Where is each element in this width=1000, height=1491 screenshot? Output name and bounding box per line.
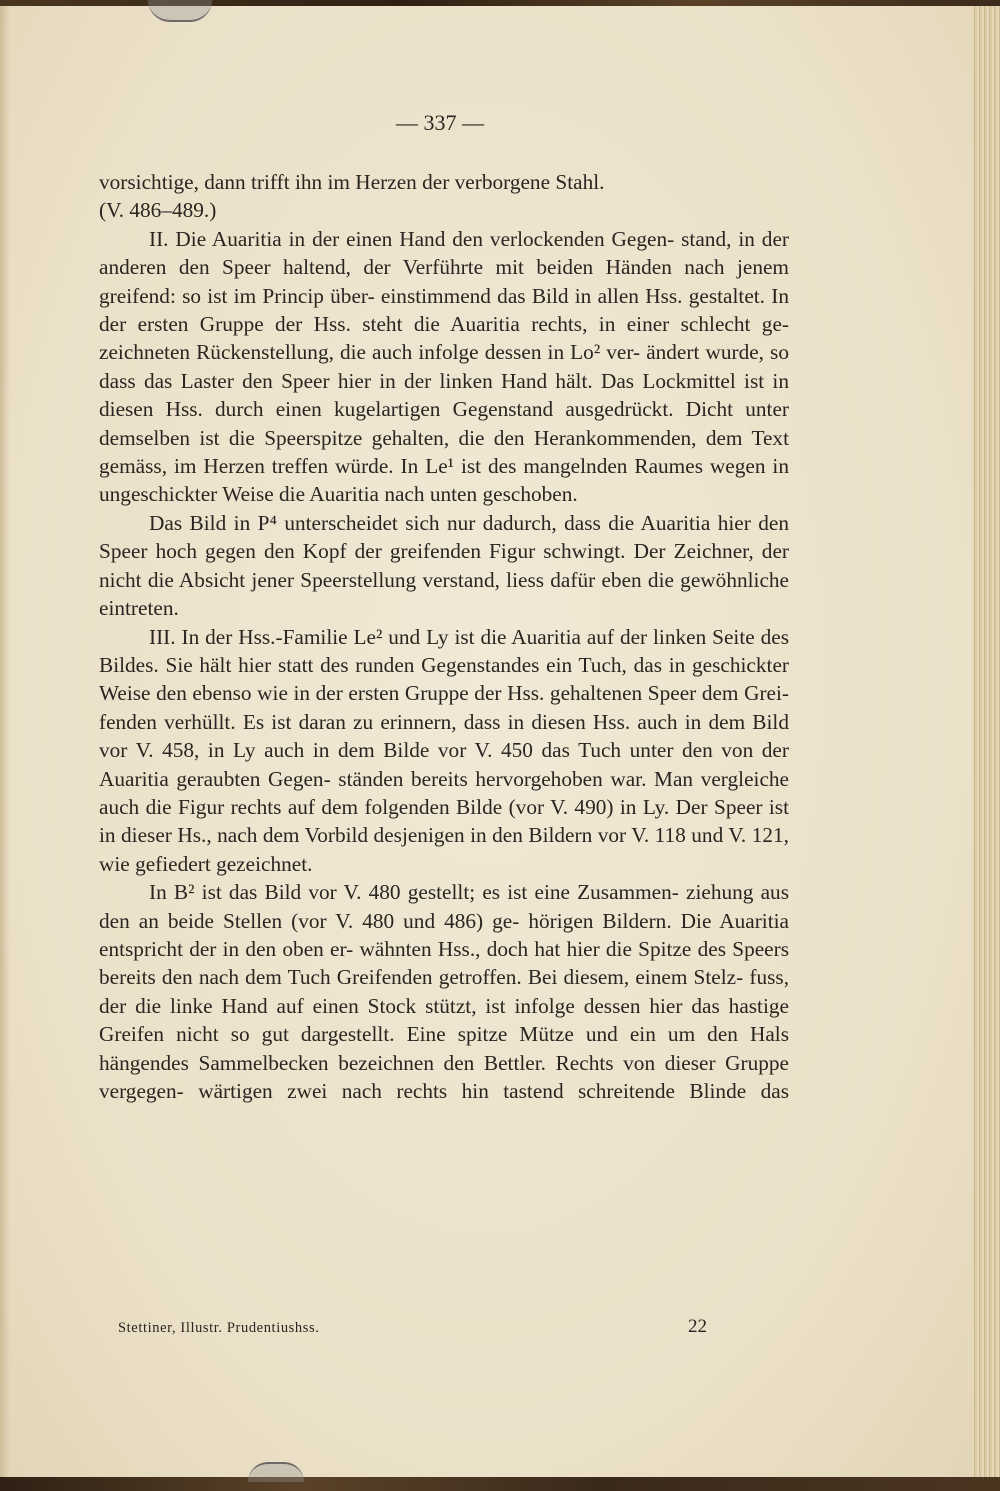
- clip-bottom-icon: [248, 1462, 304, 1482]
- text-line: Gegenstandes ein Tuch, das in geschickter Weise den ebenso: [99, 652, 789, 706]
- text-line: ändert wurde, so dass das Laster den Speer hier in der linken: [99, 340, 789, 393]
- text-line: Text gemäss, im Herzen treffen würde. In Le¹ ist des: [99, 425, 789, 479]
- paragraph: [99, 168, 789, 225]
- text-line: bezeichnen den Bettler. Rechts von dieser Gruppe vergegen-: [99, 1050, 790, 1103]
- text-line: (V. 486–489.): [99, 198, 217, 223]
- text-line: III. In der Hss.-Familie Le² und Ly ist die Auaritia auf: [149, 624, 615, 649]
- text-line: ständen bereits hervorgehoben war. Man vergleiche auch die: [99, 766, 789, 819]
- text-line: auch in dem Bild vor V. 458, in Ly auch in dem Bilde vor: [99, 709, 789, 763]
- text-line: nach dem Tuch Greifenden getroffen. Bei diesem, einem Stelz-: [198, 965, 744, 990]
- text-line: Speer ist in dieser Hs., nach dem Vorbild desjenigen in den Bildern: [99, 794, 790, 848]
- text-line: Figur rechts auf dem folgenden Bilde (vor V. 490) in Ly. Der: [178, 794, 708, 819]
- body-text: [99, 168, 789, 1105]
- text-line: spitze Mütze und ein um den Hals hängendes Sammelbecken: [99, 1022, 789, 1075]
- text-line: V. 450 das Tuch unter den von der Auaritia geraubten Gegen-: [99, 738, 789, 791]
- text-line: einstimmend das Bild in allen Hss. gestaltet. In der ersten: [99, 283, 789, 337]
- paragraph: [99, 509, 789, 623]
- text-line: wähnten Hss., doch hat hier die Spitze des Speers bereits den: [99, 936, 790, 990]
- text-line: Speerstellung verstand, liess dafür eben die gewöhnliche eintreten.: [99, 567, 789, 621]
- paragraph: [99, 623, 789, 879]
- text-line: Gruppe der Hss. steht die Auaritia rechts, in einer schlecht ge-: [199, 312, 789, 337]
- page-gutter-shadow: [0, 6, 10, 1478]
- text-line: beiden Händen nach jenem greifend: so ist im Princip über-: [99, 255, 789, 308]
- text-line: vor V. 118 und V. 121, wie gefiedert gezeichnet.: [99, 823, 790, 876]
- text-line: wärtigen zwei nach rechts hin tastend schreitende Blinde das: [198, 1079, 789, 1103]
- text-line: ziehung aus den an beide Stellen (vor V. 480 und 486) ge-: [99, 880, 789, 933]
- text-line: der linken Seite des Bildes. Sie hält hier statt des runden: [99, 624, 789, 677]
- text-line: stand, in der anderen den Speer haltend, der Verführte mit: [99, 226, 790, 280]
- signature-mark: 22: [688, 1316, 707, 1337]
- text-line: fenden verhüllt. Es ist daran zu erinnern, dass in diesen Hss.: [99, 709, 631, 734]
- text-line: kugelartigen Gegenstand ausgedrückt. Dicht unter demselben: [99, 397, 789, 450]
- text-line: dessen hier das hastige Greifen nicht so gut dargestellt. Eine: [99, 993, 789, 1047]
- text-line: II. Die Auaritia in der einen Hand den verlockenden Gegen-: [149, 226, 675, 251]
- text-line: mangelnden Raumes wegen in ungeschickter Weise die Auaritia: [99, 454, 789, 507]
- text-line: nach unten geschoben.: [384, 482, 578, 507]
- text-line: Hand hält. Das Lockmittel ist in diesen Hss. durch einen: [99, 368, 790, 422]
- paragraph: [99, 225, 789, 509]
- running-title: Stettiner, Illustr. Prudentiushss.: [118, 1320, 320, 1336]
- page-number-header: — 337 —: [396, 110, 484, 135]
- paragraph: [99, 878, 789, 1105]
- text-line: Figur schwingt. Der Zeichner, der nicht die Absicht jener: [99, 539, 789, 592]
- text-line: ist die Speerspitze gehalten, die den Herankommenden, dem: [199, 425, 743, 450]
- page-stack-edge: [972, 6, 1000, 1478]
- text-line: wie in der ersten Gruppe der Hss. gehaltenen Speer dem Grei-: [257, 681, 789, 706]
- text-line: Auaritia hier den Speer hoch gegen den Kopf der greifenden: [99, 510, 789, 564]
- book-bottom-edge: [0, 1477, 1000, 1491]
- text-line: hörigen Bildern. Die Auaritia entspricht der in den oben er-: [99, 908, 790, 961]
- text-line: vorsichtige, dann trifft ihn im Herzen der verborgene Stahl.: [99, 170, 605, 194]
- text-line: zeichneten Rückenstellung, die auch infolge dessen in Lo² ver-: [99, 340, 641, 365]
- text-line: In B² ist das Bild vor V. 480 gestellt; es ist eine Zusammen-: [149, 880, 679, 905]
- text-line: Das Bild in P⁴ unterscheidet sich nur dadurch, dass die: [149, 510, 635, 535]
- text-line: fuss, der die linke Hand auf einen Stock stützt, ist infolge: [99, 965, 790, 1018]
